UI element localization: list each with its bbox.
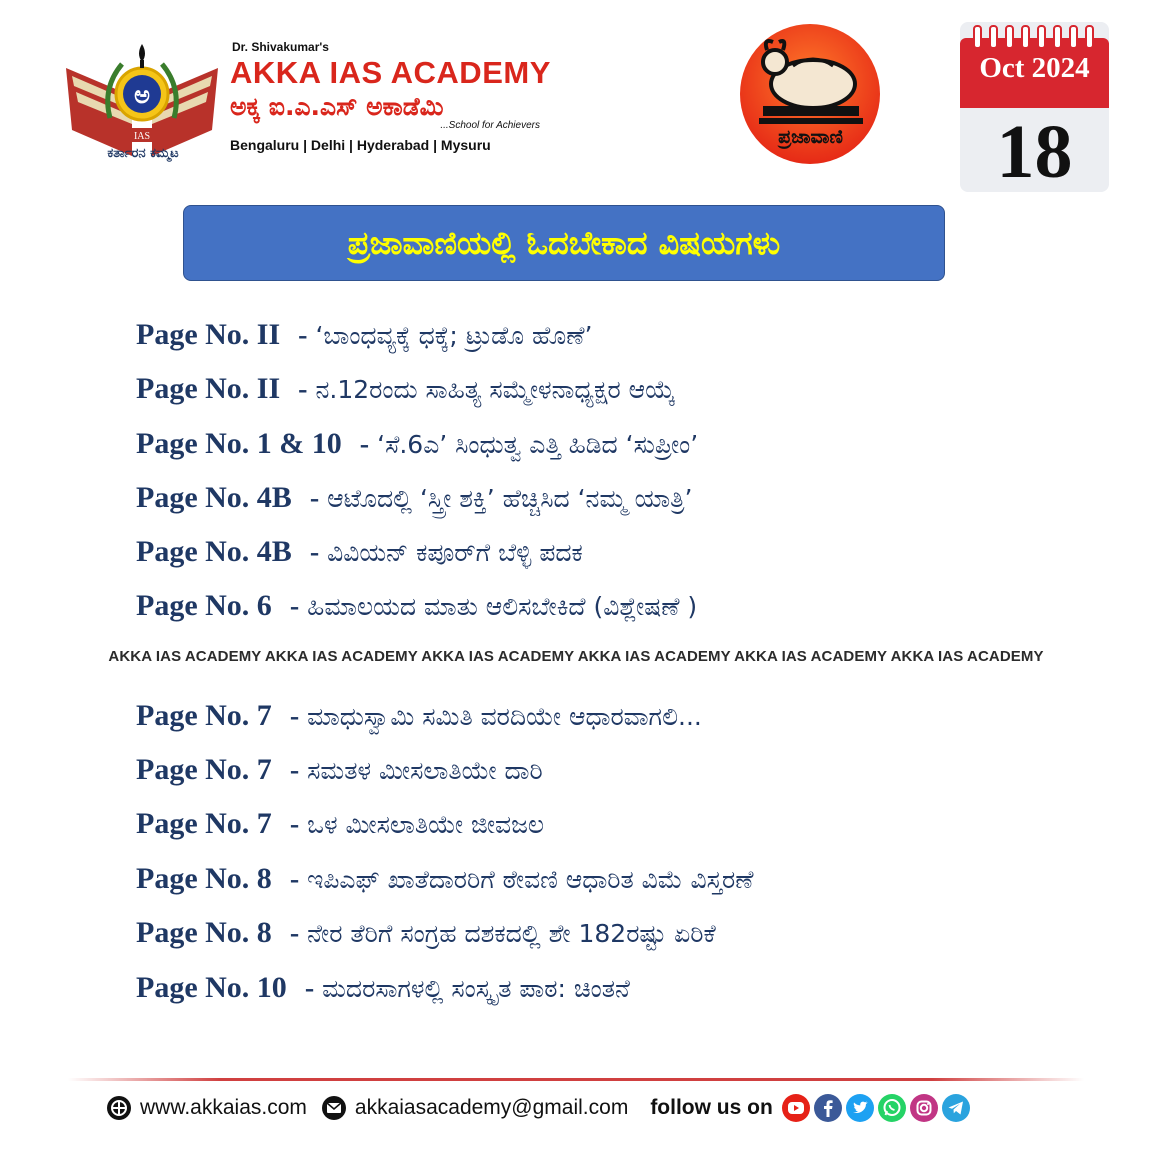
academy-name-kannada: ಅಕ್ಕ ಐ.ಎ.ಎಸ್ ಅಕಾಡೆಮಿ (230, 92, 444, 121)
email-icon (321, 1095, 347, 1121)
article-page: Page No. 7 (136, 699, 272, 732)
follow-label: follow us on (650, 1096, 773, 1119)
email-link[interactable]: akkaiasacademy@gmail.com (354, 1096, 629, 1119)
article-separator: - (289, 701, 300, 732)
article-separator: - (309, 537, 320, 568)
telegram-icon[interactable] (941, 1093, 971, 1123)
article-separator: - (289, 591, 300, 622)
prajavani-name: ಪ್ರಜಾವಾಣಿ (778, 126, 843, 148)
calendar-rings-icon (960, 22, 1109, 56)
article-row (136, 589, 697, 629)
footer (106, 1092, 971, 1124)
article-page: Page No. 6 (136, 589, 272, 622)
article-row (136, 318, 592, 358)
article-page: Page No. 1 & 10 (136, 427, 342, 460)
article-page: Page No. 10 (136, 971, 287, 1004)
academy-brand (230, 40, 560, 153)
article-separator: - (289, 809, 300, 840)
article-title: ಆಟೊದಲ್ಲಿ ‘ಸ್ತ್ರೀ ಶಕ್ತಿ’ ಹೆಚ್ಚಿಸಿದ ‘ನಮ್ಮ ಯಾತ್ರಿ’ (327, 484, 693, 513)
article-title: ‘ಬಾಂಧವ್ಯಕ್ಕೆ ಧಕ್ಕೆ; ಟ್ರುಡೊ ಹೊಣೆ’ (315, 321, 593, 350)
svg-text:ಅ: ಅ (134, 81, 150, 109)
article-row (136, 916, 716, 956)
title-banner (183, 205, 945, 281)
article-title: ಸಮತಳ ಮೀಸಲಾತಿಯೇ ದಾರಿ (307, 756, 543, 785)
academy-byline: Dr. Shivakumar's (232, 40, 329, 54)
article-page: Page No. 8 (136, 916, 272, 949)
article-title: ಮದರಸಾಗಳಲ್ಲಿ ಸಂಸ್ಕೃತ ಪಾಠ: ಚಿಂತನೆ (322, 974, 630, 1003)
youtube-icon[interactable] (781, 1093, 811, 1123)
instagram-icon[interactable] (909, 1093, 939, 1123)
article-page: Page No. 4B (136, 535, 292, 568)
calendar-month-year: Oct 2024 (979, 52, 1090, 84)
article-row (136, 535, 583, 575)
article-separator: - (304, 973, 315, 1004)
article-page: Page No. II (136, 372, 281, 405)
article-page: Page No. 7 (136, 753, 272, 786)
article-title: ನೇರ ತೆರಿಗೆ ಸಂಗ್ರಹ ದಶಕದಲ್ಲಿ ಶೇ 182ರಷ್ಟು ಏರಿಕೆ (307, 919, 716, 948)
article-title: ಇಪಿಎಫ್ ಖಾತೆದಾರರಿಗೆ ಠೇವಣಿ ಆಧಾರಿತ ವಿಮೆ ವಿಸ್ತರಣೆ (307, 865, 754, 894)
article-row (136, 807, 544, 847)
academy-tagline: ...School for Achievers (440, 120, 540, 131)
article-row (136, 372, 675, 412)
twitter-icon[interactable] (845, 1093, 875, 1123)
article-title: ನ.12ರಂದು ಸಾಹಿತ್ಯ ಸಮ್ಮೇಳನಾಧ್ಯಕ್ಷರ ಆಯ್ಕೆ (315, 375, 676, 404)
date-calendar (960, 22, 1109, 192)
article-separator: - (289, 864, 300, 895)
article-separator: - (289, 918, 300, 949)
article-separator: - (359, 429, 370, 460)
article-row (136, 427, 698, 467)
article-row (136, 481, 692, 521)
academy-cities: Bengaluru | Delhi | Hyderabad | Mysuru (230, 137, 491, 153)
prajavani-logo-icon (733, 22, 888, 172)
article-page: Page No. 4B (136, 481, 292, 514)
article-page: Page No. 8 (136, 862, 272, 895)
article-title: ‘ಸೆ.6ಎ’ ಸಿಂಧುತ್ವ ಎತ್ತಿ ಹಿಡಿದ ‘ಸುಪ್ರೀಂ’ (377, 430, 699, 459)
social-links (781, 1093, 971, 1123)
article-separator: - (298, 374, 308, 405)
article-row (136, 862, 753, 902)
academy-motto: ಕರ್ತಾರನ ಕಮ್ಮಟ (107, 146, 179, 161)
calendar-day: 18 (996, 110, 1073, 192)
article-row (136, 971, 630, 1011)
article-separator: - (289, 755, 300, 786)
banner-title: ಪ್ರಜಾವಾಣಿಯಲ್ಲಿ ಓದಬೇಕಾದ ವಿಷಯಗಳು (347, 223, 781, 262)
website-link[interactable]: www.akkaias.com (140, 1096, 307, 1119)
article-row (136, 699, 702, 739)
article-page: Page No. II (136, 318, 281, 351)
watermark-strip: AKKA IAS ACADEMY AKKA IAS ACADEMY AKKA IAS ACADEMY AKKA IAS ACADEMY AKKA IAS ACADEMY AKKA IAS ACADEMY (108, 648, 1044, 665)
article-page: Page No. 7 (136, 807, 272, 840)
article-title: ವಿವಿಯನ್ ಕಪೂರ್‌ಗೆ ಬೆಳ್ಳಿ ಪದಕ (327, 538, 583, 567)
article-separator: - (309, 483, 320, 514)
article-title: ಹಿಮಾಲಯದ ಮಾತು ಆಲಿಸಬೇಕಿದೆ (ವಿಶ್ಲೇಷಣೆ ) (307, 592, 698, 621)
academy-name: AKKA IAS ACADEMY (230, 55, 551, 90)
emblem-text: IAS (133, 131, 151, 142)
whatsapp-icon[interactable] (877, 1093, 907, 1123)
footer-divider (68, 1078, 1084, 1081)
article-title: ಮಾಧುಸ್ವಾಮಿ ಸಮಿತಿ ವರದಿಯೇ ಆಧಾರವಾಗಲಿ... (307, 702, 702, 731)
facebook-icon[interactable] (813, 1093, 843, 1123)
globe-icon (106, 1095, 132, 1121)
article-row (136, 753, 543, 793)
article-separator: - (298, 320, 308, 351)
article-title: ಒಳ ಮೀಸಲಾತಿಯೇ ಜೀವಜಲ (307, 810, 545, 839)
